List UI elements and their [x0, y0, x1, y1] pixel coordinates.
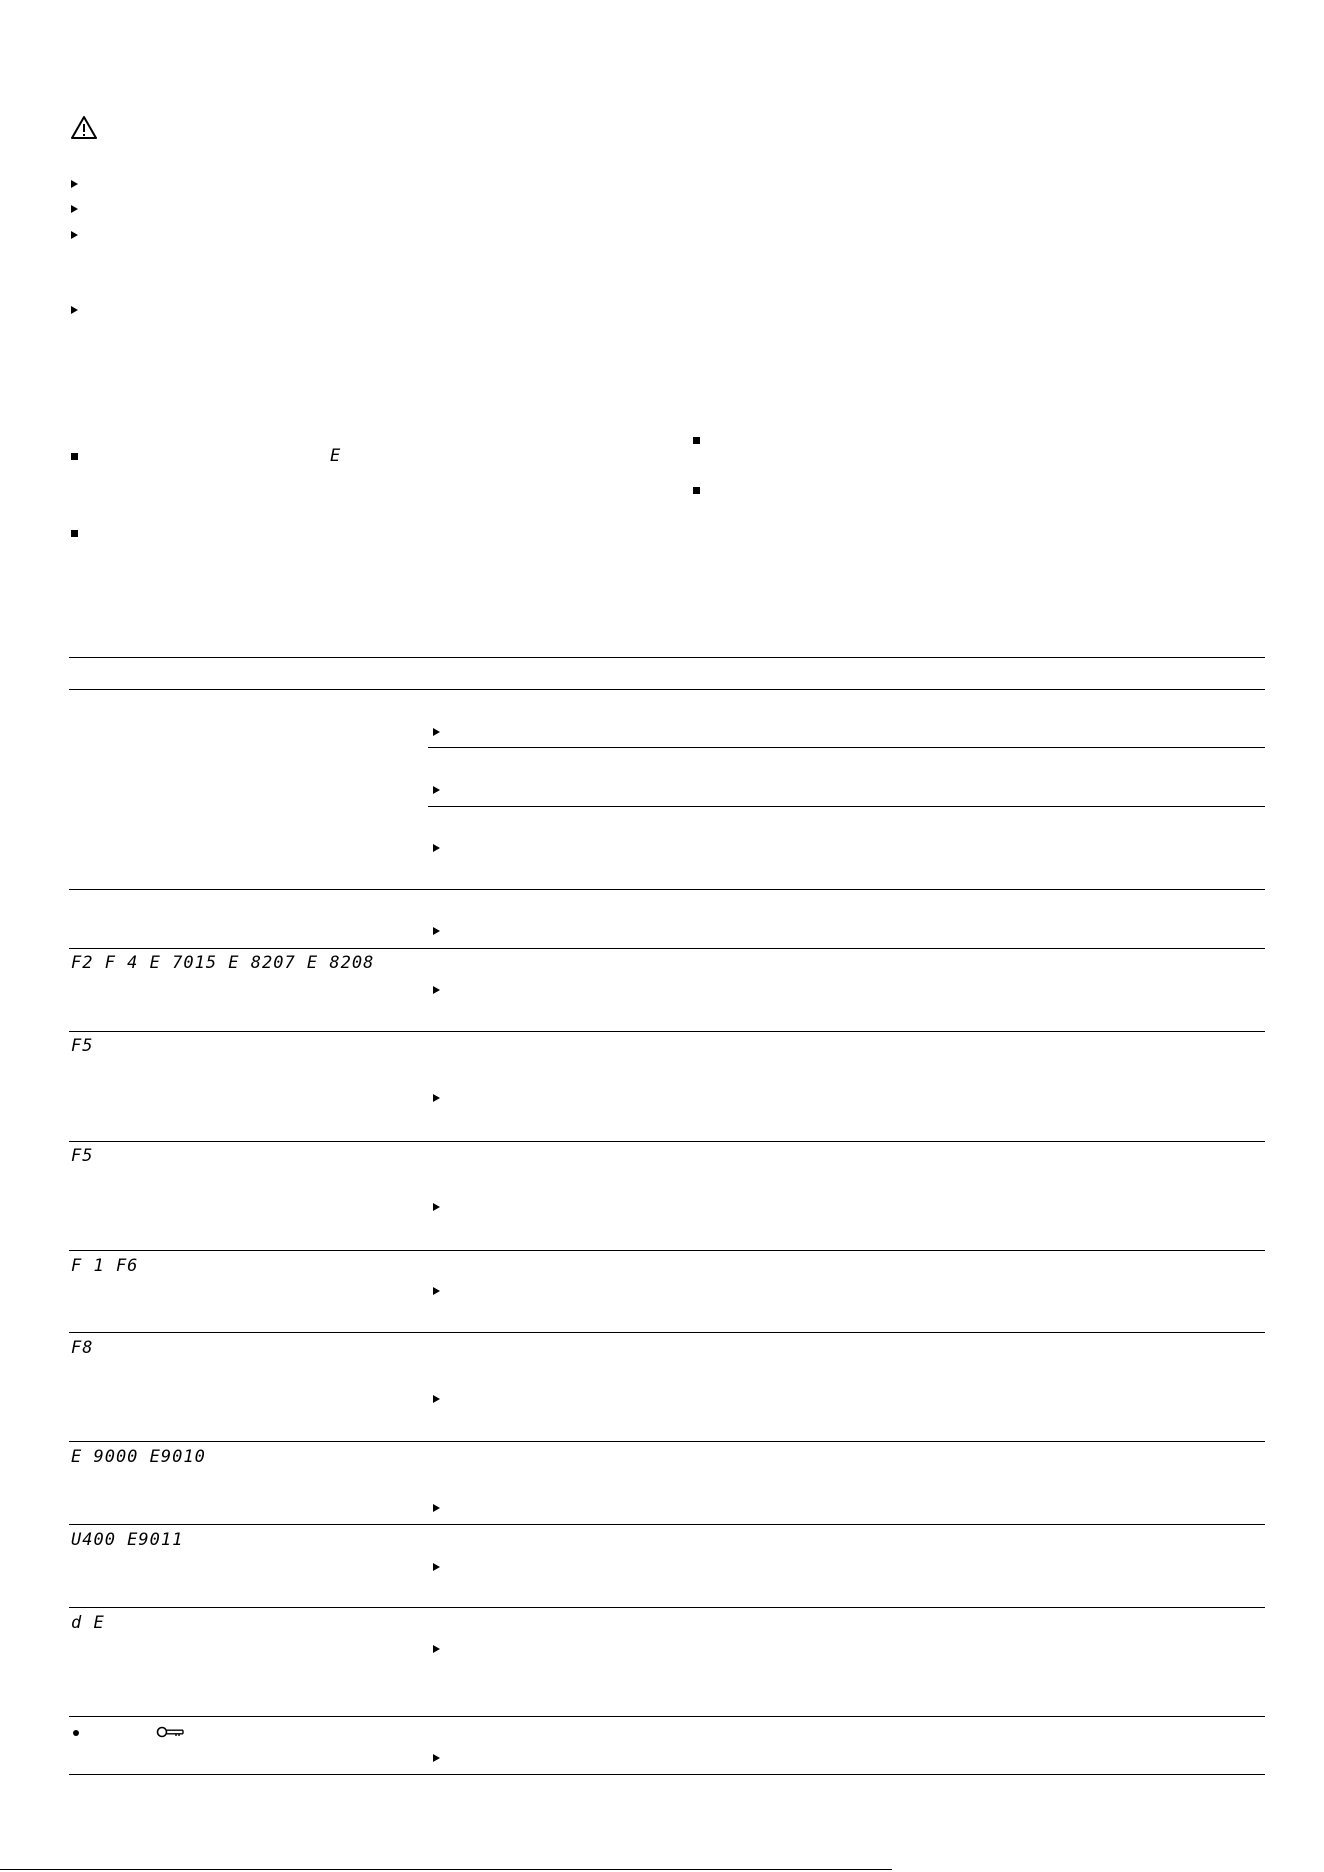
bullet-arrow-icon: [433, 786, 440, 794]
table-rule: [69, 1524, 1265, 1525]
fault-code: d E: [71, 1613, 105, 1633]
bullet-arrow-icon: [433, 1504, 440, 1512]
key-icon: [156, 1725, 186, 1739]
bullet-arrow-icon: [433, 1094, 440, 1102]
table-rule: [69, 889, 1265, 890]
table-rule: [69, 1607, 1265, 1608]
fault-code: U400 E9011: [71, 1530, 184, 1550]
display-code: E: [330, 446, 342, 466]
table-rule: [69, 1716, 1265, 1717]
table-rule: [69, 1031, 1265, 1032]
bullet-arrow-icon: [433, 728, 440, 736]
bullet-arrow-icon: [433, 1645, 440, 1653]
bullet-arrow-icon: [433, 1203, 440, 1211]
fault-code: F2 F 4 E 7015 E 8207 E 8208: [71, 953, 375, 973]
table-rule: [69, 1141, 1265, 1142]
bullet-arrow-icon: [433, 1395, 440, 1403]
table-subrule: [428, 747, 1265, 748]
table-rule: [69, 1441, 1265, 1442]
dot-bullet-icon: [73, 1730, 79, 1736]
table-rule: [69, 1774, 1265, 1775]
bullet-arrow-icon: [433, 986, 440, 994]
bullet-arrow-icon: [433, 1287, 440, 1295]
bullet-arrow-icon: [433, 844, 440, 852]
fault-code: F5: [71, 1146, 94, 1166]
column-divider: [428, 657, 429, 1774]
table-rule: [69, 948, 1265, 949]
table-rule: [69, 1332, 1265, 1333]
fault-code: F 1 F6: [71, 1256, 139, 1276]
fault-code: F8: [71, 1338, 94, 1358]
fault-code: F5: [71, 1036, 94, 1056]
table-rule: [69, 657, 1265, 658]
fault-code: E 9000 E9010: [71, 1447, 206, 1467]
bullet-arrow-icon: [433, 927, 440, 935]
table-rule: [69, 689, 1265, 690]
table-subrule: [428, 806, 1265, 807]
table-rule: [69, 1250, 1265, 1251]
page-bottom-rule: [0, 1869, 892, 1870]
bullet-arrow-icon: [433, 1754, 440, 1762]
bullet-arrow-icon: [433, 1563, 440, 1571]
